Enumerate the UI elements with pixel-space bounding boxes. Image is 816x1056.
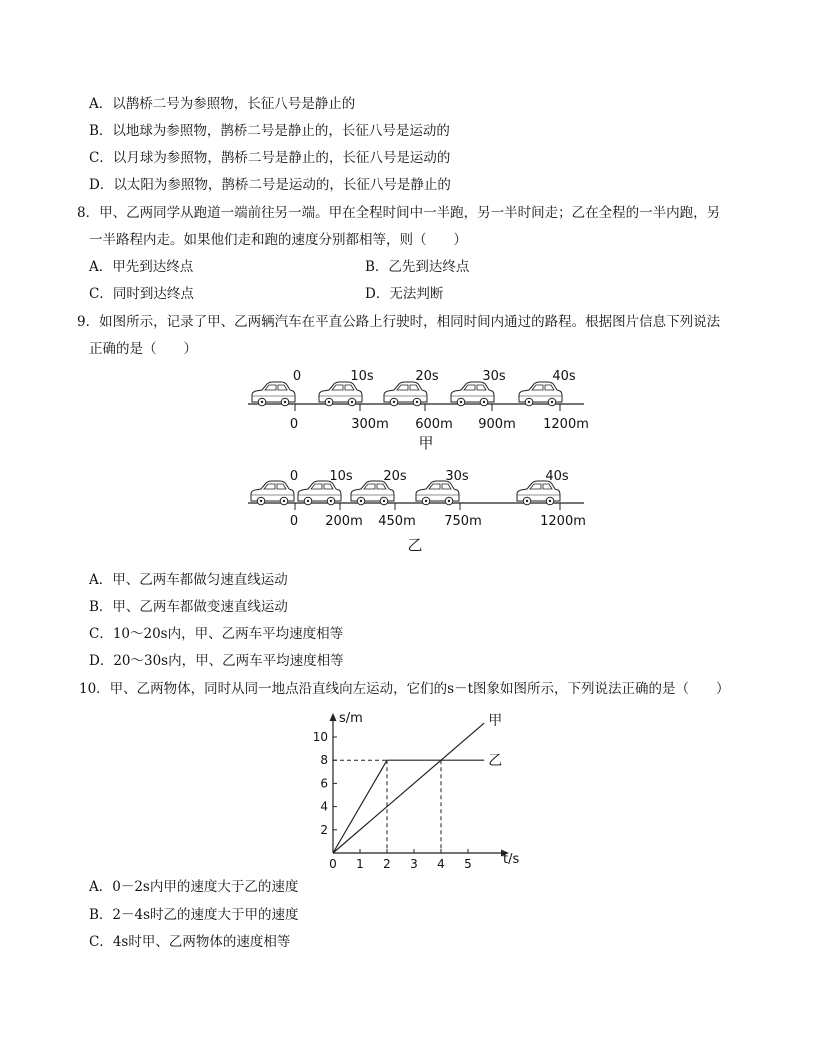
q8-stem-line2: 一半路程内走。如果他们走和跑的速度分别都相等，则（ ）	[89, 232, 467, 248]
q9-option-c: C．10～20s内，甲、乙两车平均速度相等	[89, 626, 344, 642]
y-tick-label: 2	[320, 822, 328, 837]
jia-label: 甲	[418, 434, 434, 452]
x-tick-label: 1	[356, 857, 364, 871]
y-tick-label: 4	[320, 799, 328, 814]
q8-option-d: D．无法判断	[365, 286, 444, 302]
q8-option-b: B．乙先到达终点	[365, 259, 470, 275]
jia-time-0: 0	[292, 369, 302, 384]
jia-time-2: 20s	[415, 369, 439, 384]
jia-dist-2: 600m	[415, 417, 453, 432]
q10-option-c: C．4s时甲、乙两物体的速度相等	[89, 934, 291, 950]
jia-time-1: 10s	[350, 369, 374, 384]
y-axis-arrow	[330, 713, 337, 721]
q9-car-figure	[0, 365, 816, 555]
jia-dist-4: 1200m	[543, 417, 589, 432]
yi-time-1: 10s	[329, 469, 353, 484]
yi-time-3: 30s	[445, 469, 469, 484]
q7-option-d: D．以太阳为参照物，鹊桥二号是运动的，长征八号是静止的	[89, 177, 451, 193]
x-tick-label: 4	[437, 857, 445, 871]
q8-option-c: C．同时到达终点	[89, 286, 194, 302]
jia-dist-3: 900m	[478, 417, 516, 432]
q10-option-b: B．2－4s时乙的速度大于甲的速度	[89, 907, 299, 923]
jia-cars	[252, 382, 562, 406]
yi-label: 乙	[407, 536, 423, 554]
series-line-yi	[333, 760, 484, 853]
y-tick-label: 8	[320, 753, 328, 768]
q7-option-b: B．以地球为参照物，鹊桥二号是静止的，长征八号是运动的	[89, 123, 450, 139]
q8-option-a: A．甲先到达终点	[89, 259, 194, 275]
q9-option-b: B．甲、乙两车都做变速直线运动	[89, 599, 288, 615]
x-tick-label: 0	[329, 857, 337, 871]
q9-option-a: A．甲、乙两车都做匀速直线运动	[89, 572, 288, 588]
x-tick-label: 5	[464, 857, 472, 871]
yi-dist-1: 200m	[325, 514, 363, 529]
jia-time-4: 40s	[552, 369, 576, 384]
q9-stem-line2: 正确的是（ ）	[89, 341, 197, 357]
yi-cars	[251, 481, 560, 505]
x-axis-label: t/s	[503, 852, 520, 867]
y-tick-label: 6	[320, 776, 328, 791]
y-tick-label: 10	[312, 730, 328, 744]
yi-dist-4: 1200m	[540, 514, 586, 529]
q9-stem-line1: 9．如图所示，记录了甲、乙两辆汽车在平直公路上行驶时，相同时间内通过的路程。根据图片信息下列说法	[77, 314, 721, 330]
yi-dist-0: 0	[289, 514, 299, 529]
x-tick-label: 2	[383, 857, 391, 871]
series-label-yi: 乙	[488, 753, 503, 770]
q7-option-a: A．以鹊桥二号为参照物，长征八号是静止的	[89, 96, 356, 112]
q10-stem: 10．甲、乙两物体，同时从同一地点沿直线向左运动，它们的s－t图象如图所示，下列说法正确的是（ ）	[79, 681, 730, 697]
q8-stem-line1: 8．甲、乙两同学从跑道一端前往另一端。甲在全程时间中一半跑，另一半时间走；乙在全程的一半内跑，另	[77, 205, 721, 221]
q10-option-a: A．0－2s内甲的速度大于乙的速度	[89, 879, 299, 895]
x-tick-label: 3	[410, 857, 418, 871]
jia-ticks	[295, 404, 560, 411]
q7-option-c: C．以月球为参照物，鹊桥二号是静止的，长征八号是运动的	[89, 150, 451, 166]
series-line-jia	[333, 723, 484, 853]
yi-dist-2: 450m	[378, 514, 416, 529]
st-graph	[0, 703, 816, 873]
yi-dist-3: 750m	[444, 514, 482, 529]
jia-dist-1: 300m	[351, 417, 389, 432]
y-axis-label: s/m	[339, 711, 363, 726]
jia-time-3: 30s	[482, 369, 506, 384]
series-label-jia: 甲	[488, 713, 503, 730]
yi-time-0: 0	[289, 469, 299, 484]
jia-dist-0: 0	[289, 417, 299, 432]
q9-option-d: D．20～30s内，甲、乙两车平均速度相等	[89, 653, 344, 669]
yi-time-2: 20s	[383, 469, 407, 484]
yi-time-4: 40s	[545, 469, 569, 484]
